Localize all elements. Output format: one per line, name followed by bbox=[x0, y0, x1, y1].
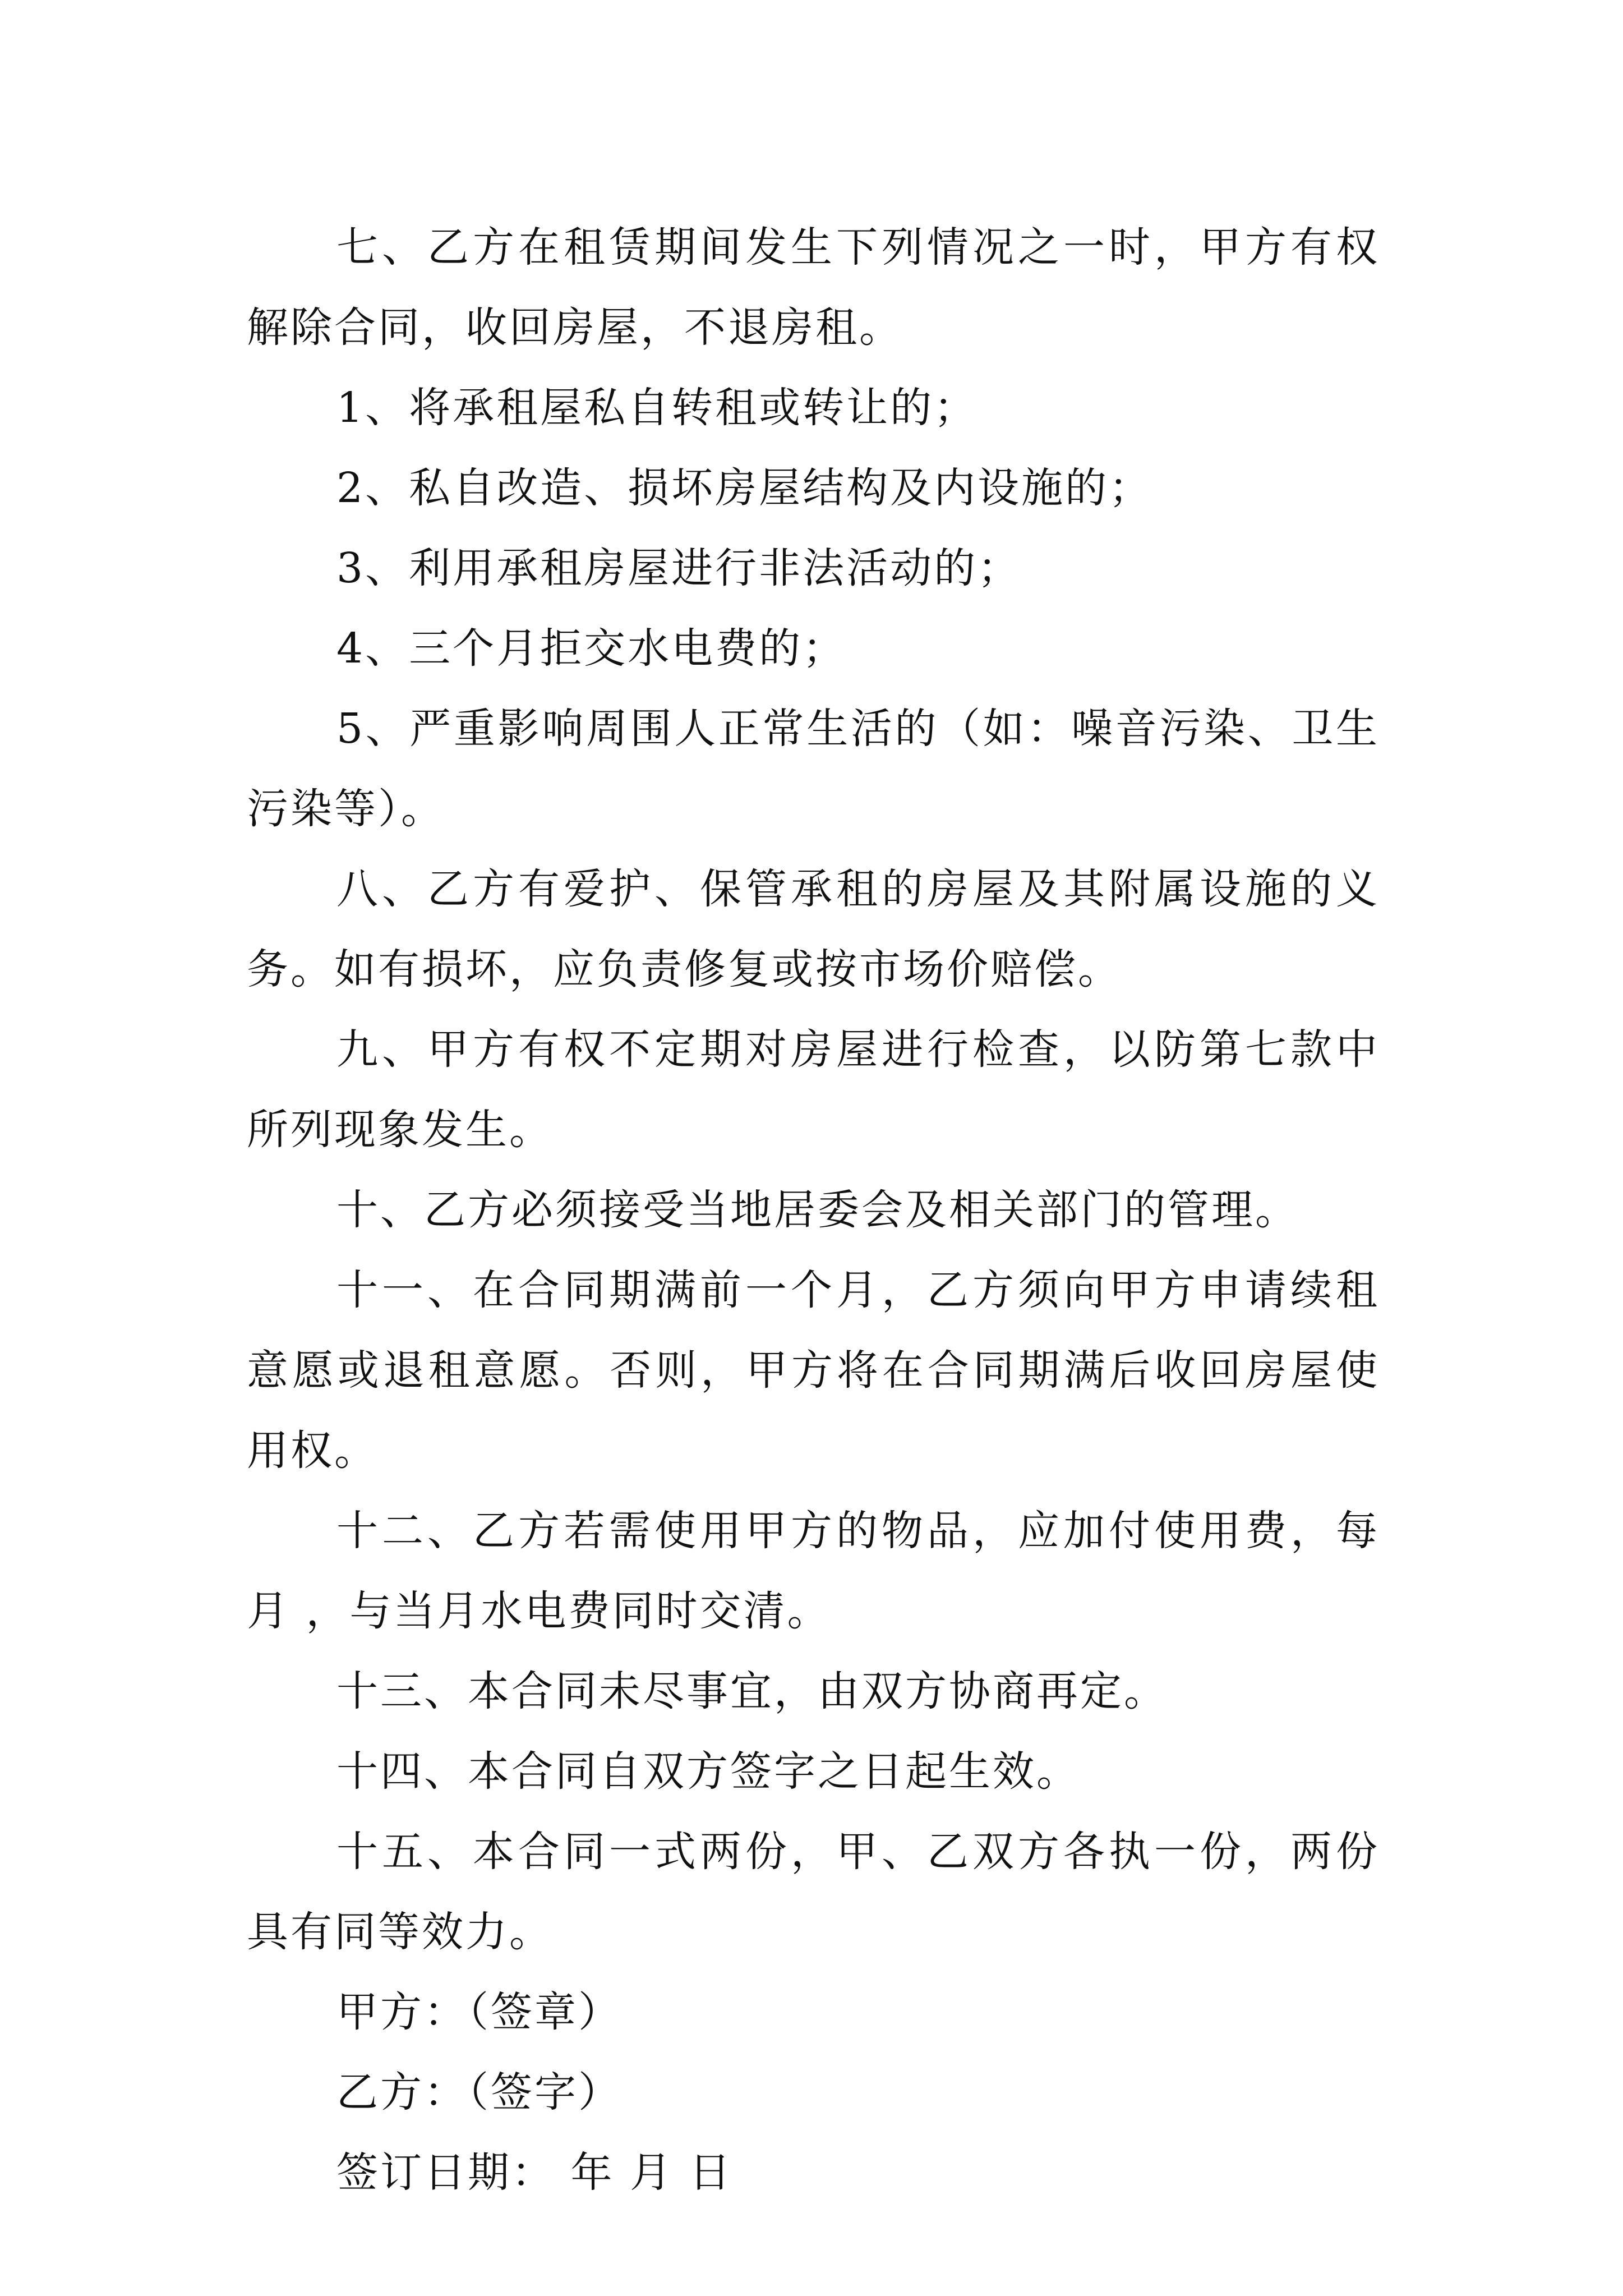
clause-10: 十、乙方必须接受当地居委会及相关部门的管理。 bbox=[336, 1186, 1299, 1234]
clause-12: 十二、乙方若需使用甲方的物品，应加付使用费，每月 ，与当月水电费同时交清。 bbox=[247, 1507, 1380, 1635]
clause-14: 十四、本合同自双方签字之日起生效。 bbox=[336, 1747, 1080, 1796]
party-b-signature: 乙方：（签字） bbox=[336, 2068, 622, 2116]
clause-15: 十五、本合同一式两份，甲、乙双方各执一份，两份具有同等效力。 bbox=[247, 1828, 1380, 1956]
contract-body bbox=[247, 208, 1380, 2213]
party-a-signature: 甲方：（签章） bbox=[336, 1988, 622, 2036]
clause-9: 九、甲方有权不定期对房屋进行检查，以防第七款中所列现象发生。 bbox=[247, 1025, 1380, 1154]
signing-date: 签订日期： 年 月 日 bbox=[336, 2148, 733, 2197]
clause-11: 十一、在合同期满前一个月，乙方须向甲方申请续租意愿或退租意愿。否则，甲方将在合同期满后收回房屋使用权。 bbox=[247, 1266, 1380, 1475]
clause-8: 八、乙方有爱护、保管承租的房屋及其附属设施的义务。如有损坏，应负责修复或按市场价赔偿。 bbox=[247, 865, 1380, 993]
clause-7-item-5: 5、严重影响周围人正常生活的（如：噪音污染、卫生污染等）。 bbox=[247, 705, 1380, 833]
clause-7-item-4: 4、三个月拒交水电费的； bbox=[336, 624, 847, 673]
clause-7-item-3: 3、利用承租房屋进行非法活动的； bbox=[336, 544, 1022, 592]
clause-7: 七、乙方在租赁期间发生下列情况之一时，甲方有权解除合同，收回房屋，不退房租。 bbox=[247, 223, 1380, 352]
clause-13: 十三、本合同未尽事宜，由双方协商再定。 bbox=[336, 1667, 1168, 1715]
clause-7-item-2: 2、私自改造、损坏房屋结构及内设施的； bbox=[336, 464, 1153, 512]
clause-7-item-1: 1、将承租屋私自转租或转让的； bbox=[336, 384, 978, 432]
